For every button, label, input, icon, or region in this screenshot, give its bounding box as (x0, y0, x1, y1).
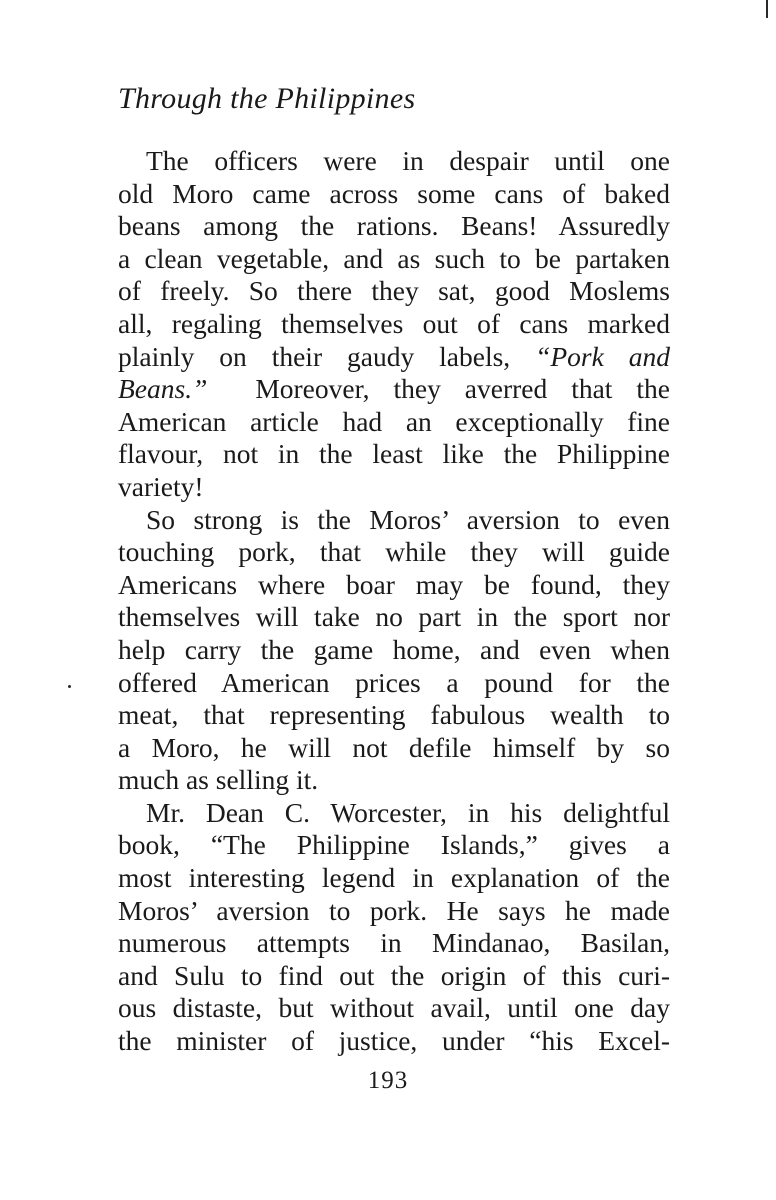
text-line: beans among the rations. Beans! Assuredly (118, 210, 670, 242)
text-line (118, 341, 670, 374)
text-line (118, 373, 670, 406)
text-line: much as selling it. (118, 764, 319, 796)
text-line: a clean vegetable, and as such to be partaken (118, 242, 670, 274)
text-line: Americans where boar may be found, they (118, 568, 670, 600)
text-segment: Moreover, they averred that the (255, 373, 670, 405)
text-line: variety! (118, 470, 204, 502)
text-line: a Moro, he will not defile himself by so (118, 731, 670, 763)
text-line: numerous attempts in Mindanao, Basilan, (118, 927, 670, 959)
text-line: Mr. Dean C. Worcester, in his delightful (146, 796, 670, 828)
italic-quote: “Pork and (535, 340, 671, 372)
text-line: themselves will take no part in the sport nor (118, 601, 670, 633)
text-line: Moros’ aversion to pork. He says he made (118, 894, 670, 926)
text-line: the minister of justice, under “his Excel- (118, 1025, 670, 1057)
text-line: help carry the game home, and even when (118, 633, 670, 665)
text-line: The officers were in despair until one (146, 145, 670, 176)
text-line: most interesting legend in explanation of the (118, 862, 670, 894)
text-line: all, regaling themselves out of cans marked (118, 307, 670, 339)
text-line: old Moro came across some cans of baked (118, 177, 670, 209)
text-segment: plainly on their gaudy labels, (118, 340, 536, 372)
ink-speck (68, 685, 71, 688)
text-line: American article had an exceptionally fine (118, 405, 670, 437)
text-line: ous distaste, but without avail, until one day (118, 992, 670, 1024)
text-line: So strong is the Moros’ aversion to even (146, 503, 670, 535)
italic-quote: Beans.” (118, 373, 208, 405)
text-line: meat, that representing fabulous wealth to (118, 699, 670, 731)
text-line: of freely. So there they sat, good Moslems (118, 275, 670, 307)
text-line: flavour, not in the least like the Philippine (118, 438, 670, 470)
body-text (118, 145, 670, 1058)
text-line: touching pork, that while they will guide (118, 536, 670, 568)
text-line: and Sulu to find out the origin of this curi- (118, 959, 670, 991)
scan-edge-mark (766, 0, 768, 18)
text-line: offered American prices a pound for the (118, 666, 670, 698)
text-line: book, “The Philippine Islands,” gives a (118, 829, 670, 861)
page-number: 193 (367, 1067, 409, 1094)
running-head: Through the Philippines (118, 82, 416, 115)
